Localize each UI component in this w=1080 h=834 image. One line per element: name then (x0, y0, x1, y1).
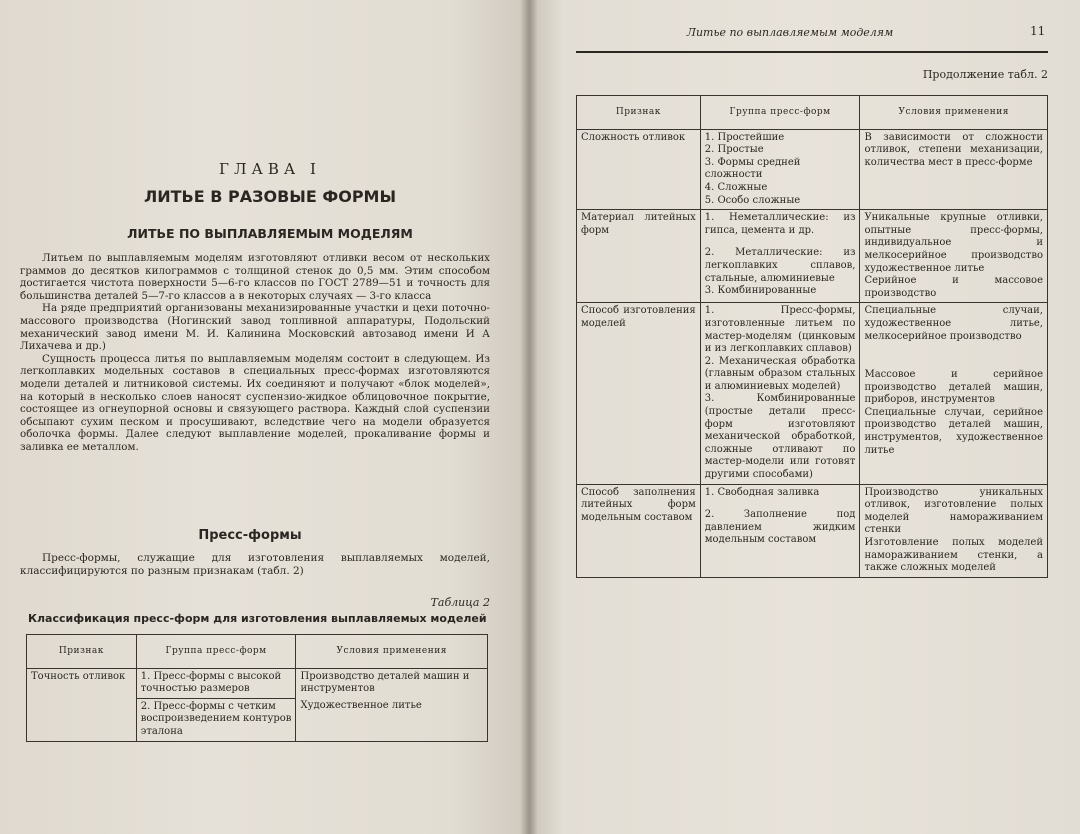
table-cell-use: Производство деталей машин и инструментов (296, 668, 488, 698)
use-item: Уникальные крупные отливки, опытные пресс-формы, индивидуальное и мелкосерийное производство художественное литье (864, 212, 1043, 274)
header-rule (576, 51, 1048, 53)
table-cell-use: Художественное литье (296, 698, 488, 741)
group-item: 1. Пресс-формы, изготовленные литьем по мастер-моделям (цинковым и из легкоплавких сплавов) (704, 305, 856, 355)
table-continuation: Продолжение табл. 2 (922, 68, 1048, 81)
table-header-row (27, 635, 488, 669)
group-item: 2. Простые (704, 144, 764, 156)
group-item: 3. Комбинированные (простые детали пресс-форм изготовляют механической обработкой, сложные отливают по мастер-модели или готовят другими способами) (704, 393, 856, 481)
group-item: 5. Особо сложные (704, 194, 801, 206)
table-cell-sign: Сложность отливок (577, 129, 701, 210)
group-item: 2. Механическая обработка (главным образом стальных и алюминиевых моделей) (704, 355, 856, 392)
table-cell-sign: Точность отливок (27, 668, 137, 741)
column-header: Группа пресс-форм (136, 635, 296, 669)
group-item: 3. Формы средней сложности (704, 156, 801, 181)
running-head: Литье по выплавляемым моделям (686, 26, 894, 39)
group-item: 1. Свободная заливка (704, 486, 820, 498)
paragraph: Пресс-формы, служащие для изготовления выплавляемых моделей, классифицируются по разным признакам (табл. 2) (20, 552, 490, 577)
table-header-row (577, 96, 1048, 130)
group-item: 1. Неметаллические: из гипса, цемента и др. (704, 212, 856, 236)
group-item: 4. Сложные (704, 181, 768, 193)
table-cell-sign: Способ заполнения литейных форм модельным составом (577, 484, 701, 577)
paragraph: Сущность процесса литья по выплавляемым моделям состоит в следующем. Из легкоплавких модельных составов в специальных пресс-формах изготовляются модели деталей и литниковой системы. Их соединяют и получают «блок моделей», на который в несколько слоев наносят суспензио-жидкое облицовочное покрытие, состоящее из огнеупорной основы и связующего раствора. Каждый слой суспензии обсыпают сухим песком и просушивают, вследствие чего на модели образуется оболочка формы. Далее следуют выплавление моделей, прокаливание формы и заливка ее металлом. (20, 352, 490, 453)
group-item: 2. Заполнение под давлением жидким модельным составом (704, 509, 856, 546)
table-cell-sign: Материал литейных форм (577, 210, 701, 303)
table-number: Таблица 2 (430, 596, 490, 609)
page-number: 11 (1030, 24, 1046, 38)
use-item: Массовое и серийное производство деталей машин, приборов, инструментов (864, 369, 1043, 406)
use-item: Производство уникальных отливок, изготовление полых моделей намораживанием стенки (864, 486, 1043, 536)
table-row (577, 210, 1048, 303)
table-row (577, 484, 1048, 577)
section-title: ЛИТЬЕ ПО ВЫПЛАВЛЯЕМЫМ МОДЕЛЯМ (127, 226, 413, 241)
use-item: Серийное и массовое производство (864, 275, 1043, 299)
classification-table (26, 634, 488, 742)
use-item: Изготовление полых моделей намораживанием стенки, а также сложных моделей (864, 537, 1043, 574)
press-forms-text (20, 552, 490, 578)
body-text (20, 252, 490, 454)
right-page (530, 0, 1080, 834)
table-cell-group: 2. Пресс-формы с четким воспроизведением контуров эталона (136, 698, 296, 741)
table-cell-group (700, 210, 860, 303)
subsection-title: Пресс-формы (198, 528, 302, 543)
table-cell-use (860, 484, 1048, 577)
table-cell-use (860, 303, 1048, 484)
table-cell-group (700, 303, 860, 484)
table-caption: Классификация пресс-форм для изготовления выплавляемых моделей (28, 612, 487, 625)
table-cell-group (700, 484, 860, 577)
table-row (577, 303, 1048, 484)
book-gutter (520, 0, 538, 834)
table-row (577, 129, 1048, 210)
group-item: 1. Простейшие (704, 131, 785, 143)
column-header: Группа пресс-форм (700, 96, 860, 130)
column-header: Условия применения (296, 635, 488, 669)
classification-table-continued (576, 95, 1048, 578)
table-row (27, 668, 488, 698)
paragraph: Литьем по выплавляемым моделям изготовляют отливки весом от нескольких граммов до десятков килограммов с толщиной стенок до 0,5 мм. Этим способом достигается чистота поверхности 5—6-го классов по ГОСТ 2789—51 и точность для большинства деталей 5—7-го классов а в некоторых случаях — 3-го класса (20, 252, 490, 302)
table-cell-use (860, 210, 1048, 303)
left-page (0, 0, 530, 834)
use-item: Специальные случаи, художественное литье, мелкосерийное производство (864, 305, 1043, 342)
use-item: В зависимости от сложности отливок, степени механизации, количества мест в пресс-форме (864, 131, 1043, 168)
chapter-number: ГЛАВА I (219, 160, 321, 178)
group-item: 2. Металлические: из легкоплавких сплавов, стальные, алюминиевые (704, 247, 856, 284)
table-cell-sign: Способ изготовления моделей (577, 303, 701, 484)
table-cell-group: 1. Пресс-формы с высокой точностью размеров (136, 668, 296, 698)
chapter-title: ЛИТЬЕ В РАЗОВЫЕ ФОРМЫ (143, 187, 397, 206)
paragraph: На ряде предприятий организованы механизированные участки и цехи поточно-массового производства (Ногинский завод топливной аппаратуры, Подольский механический завод имени М. И. Калинина Московский автозавод имени И А Лихачева и др.) (20, 302, 490, 353)
use-item: Специальные случаи, серийное производство деталей машин, инструментов, художественное литье (864, 406, 1043, 456)
group-item: 3. Комбинированные (704, 285, 817, 297)
column-header: Признак (27, 635, 137, 669)
column-header: Условия применения (860, 96, 1048, 130)
column-header: Признак (577, 96, 701, 130)
table-cell-group (700, 129, 860, 210)
table-cell-use (860, 129, 1048, 210)
